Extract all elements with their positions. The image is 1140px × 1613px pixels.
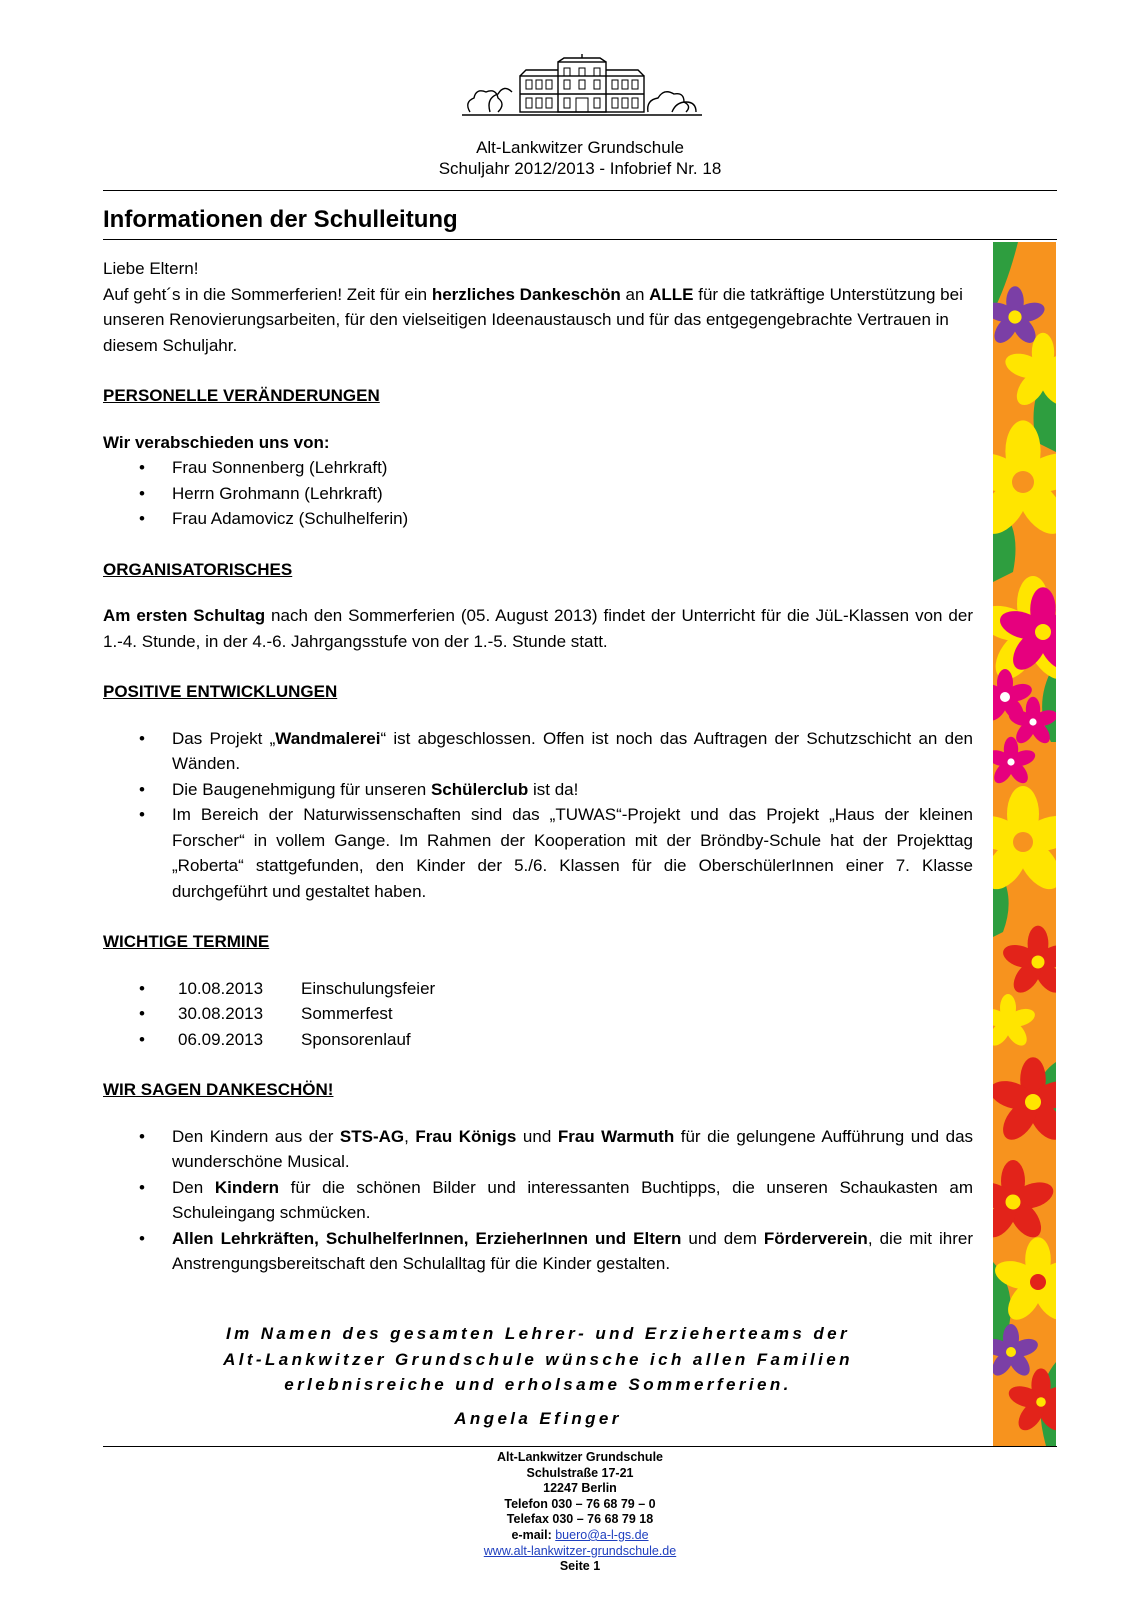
item-text: ,: [404, 1126, 416, 1146]
footer: [103, 1450, 1057, 1575]
email-link[interactable]: buero@a-l-gs.de: [555, 1527, 649, 1542]
footer-school-name: Alt-Lankwitzer Grundschule: [497, 1450, 663, 1464]
footer-phone: Telefon 030 – 76 68 79 – 0: [504, 1496, 656, 1511]
closing-line: Alt-Lankwitzer Grundschule wünsche ich allen Familien: [223, 1349, 853, 1369]
list-item: [103, 1226, 973, 1277]
item-bold: STS-AG: [339, 1126, 405, 1146]
footer-street: Schulstraße 17-21: [526, 1465, 634, 1480]
item-text: für die schönen Bilder und interessanten Buchtipps, die unseren Schaukasten am Schuleingang schmücken.: [172, 1177, 973, 1222]
signature-name: Angela Efinger: [454, 1409, 622, 1428]
item-text: Den Kindern aus der: [172, 1126, 340, 1146]
title-divider: [103, 239, 1057, 240]
item-bold: Allen Lehrkräften, SchulhelferInnen, ErzieherInnen und Eltern: [172, 1228, 682, 1248]
letter-body: [103, 256, 973, 1277]
dates-list: [103, 976, 973, 1053]
date-value: 06.09.2013: [178, 1029, 264, 1049]
first-day-bold: Am ersten Schultag: [103, 606, 266, 625]
section-heading-thanks: WIR SAGEN DANKESCHÖN!: [103, 1080, 334, 1099]
intro-text: an: [620, 284, 650, 304]
page-title: Informationen der Schulleitung: [103, 206, 458, 233]
intro-paragraph: [103, 282, 973, 359]
intro-bold-thanks: herzliches Dankeschön: [431, 284, 621, 304]
organisation-text: nach den Sommerferien (05. August 2013) findet der Unterricht für die JüL-Klassen von der 1.-4. Stunde, in der 4.-6. Jahrgangsstufe von der 1.-5. Stunde statt.: [103, 606, 973, 651]
item-bold: Frau Warmuth: [557, 1126, 675, 1146]
item-text: für die gelungene Aufführung und das wunderschöne Musical.: [172, 1126, 974, 1171]
item-text: Die Baugenehmigung für unseren: [172, 779, 431, 799]
intro-text: Auf geht´s in die Sommerferien! Zeit für ein: [103, 284, 432, 304]
greeting: Liebe Eltern!: [103, 259, 199, 278]
organisation-paragraph: [103, 603, 973, 654]
list-item: • Im Bereich der Naturwissenschaften sind das „TUWAS“-Projekt und das Projekt „Haus der kleinen Forscher“ in vollem Gange. Im Rahmen der Kooperation mit der Bröndby-Schule hat der Projekttag „Roberta“ stattgefunden, den Kinder der 5./6. Klassen für die OberschülerInnen einer 7. Klasse durchgeführt und gestaltet haben.: [103, 802, 973, 904]
header-divider: [103, 190, 1057, 191]
item-bold: Schülerclub: [430, 779, 529, 799]
date-event: Sponsorenlauf: [301, 1029, 411, 1049]
date-value: 30.08.2013: [178, 1004, 264, 1023]
positive-list: [103, 726, 973, 905]
item-bold: Kindern: [214, 1177, 280, 1197]
section-heading-personnel: PERSONELLE VERÄNDERUNGEN: [103, 386, 380, 405]
closing-message: [103, 1321, 973, 1398]
date-item: [103, 976, 973, 1002]
item-text: Den: [172, 1177, 215, 1197]
footer-website-row: [103, 1544, 1057, 1560]
section-heading-organisation: ORGANISATORISCHES: [103, 559, 293, 579]
item-text: und: [516, 1126, 558, 1146]
section-heading-positive: POSITIVE ENTWICKLUNGEN: [103, 682, 338, 701]
item-text: und dem: [681, 1228, 764, 1248]
closing-line: erlebnisreiche und erholsame Sommerferien.: [284, 1375, 792, 1394]
list-item: [103, 1124, 973, 1175]
thanks-list: [103, 1124, 973, 1277]
item-bold: Förderverein: [763, 1228, 868, 1248]
item-bold: Frau Königs: [415, 1126, 517, 1146]
item-text: , die mit ihrer Anstrengungsbereitschaft den Schulalltag für die Kinder gestalten.: [172, 1228, 974, 1273]
item-text: ist da!: [528, 779, 579, 799]
footer-fax: Telefax 030 – 76 68 79 18: [506, 1512, 654, 1527]
footer-divider: [103, 1446, 1057, 1447]
date-item: [103, 1001, 973, 1027]
page-number: Seite 1: [559, 1559, 601, 1574]
list-item: • Frau Sonnenberg (Lehrkraft): [103, 455, 973, 481]
footer-email-row: [103, 1528, 1057, 1544]
list-item: [103, 777, 973, 803]
item-text: Das Projekt „: [172, 728, 276, 748]
flower-decoration-strip: [993, 242, 1056, 1446]
list-item: • Frau Adamovicz (Schulhelferin): [103, 506, 973, 532]
farewell-list: [103, 455, 973, 532]
date-event: Einschulungsfeier: [301, 978, 436, 998]
list-item: [103, 1175, 973, 1226]
item-text: “ ist abgeschlossen. Offen ist noch das Auftragen der Schutzschicht an den Wänden.: [172, 728, 973, 773]
newsletter-subtitle: Schuljahr 2012/2013 - Infobrief Nr. 18: [438, 159, 722, 178]
intro-bold-all: ALLE: [649, 284, 694, 304]
closing-line: Im Namen des gesamten Lehrer- und Erzieherteams der: [225, 1324, 851, 1343]
date-item: [103, 1027, 973, 1053]
list-item: [103, 726, 973, 777]
item-bold: Wandmalerei: [275, 728, 381, 748]
list-item: • Herrn Grohmann (Lehrkraft): [103, 481, 973, 507]
school-name: Alt-Lankwitzer Grundschule: [476, 138, 684, 157]
school-building-logo: [460, 54, 704, 118]
farewell-subheading: Wir verabschieden uns von:: [103, 432, 330, 452]
date-value: 10.08.2013: [178, 978, 264, 998]
footer-city: 12247 Berlin: [543, 1481, 617, 1496]
website-link[interactable]: www.alt-lankwitzer-grundschule.de: [483, 1543, 677, 1558]
date-event: Sommerfest: [301, 1004, 393, 1023]
footer-email-label: e-mail:: [511, 1527, 556, 1542]
intro-text: für die tatkräftige Unterstützung bei unseren Renovierungsarbeiten, für den vielseitigen Ideenaustausch und für das entgegengebrachte Vertrauen in diesem Schuljahr.: [103, 284, 963, 355]
section-heading-dates: WICHTIGE TERMINE: [103, 932, 270, 951]
